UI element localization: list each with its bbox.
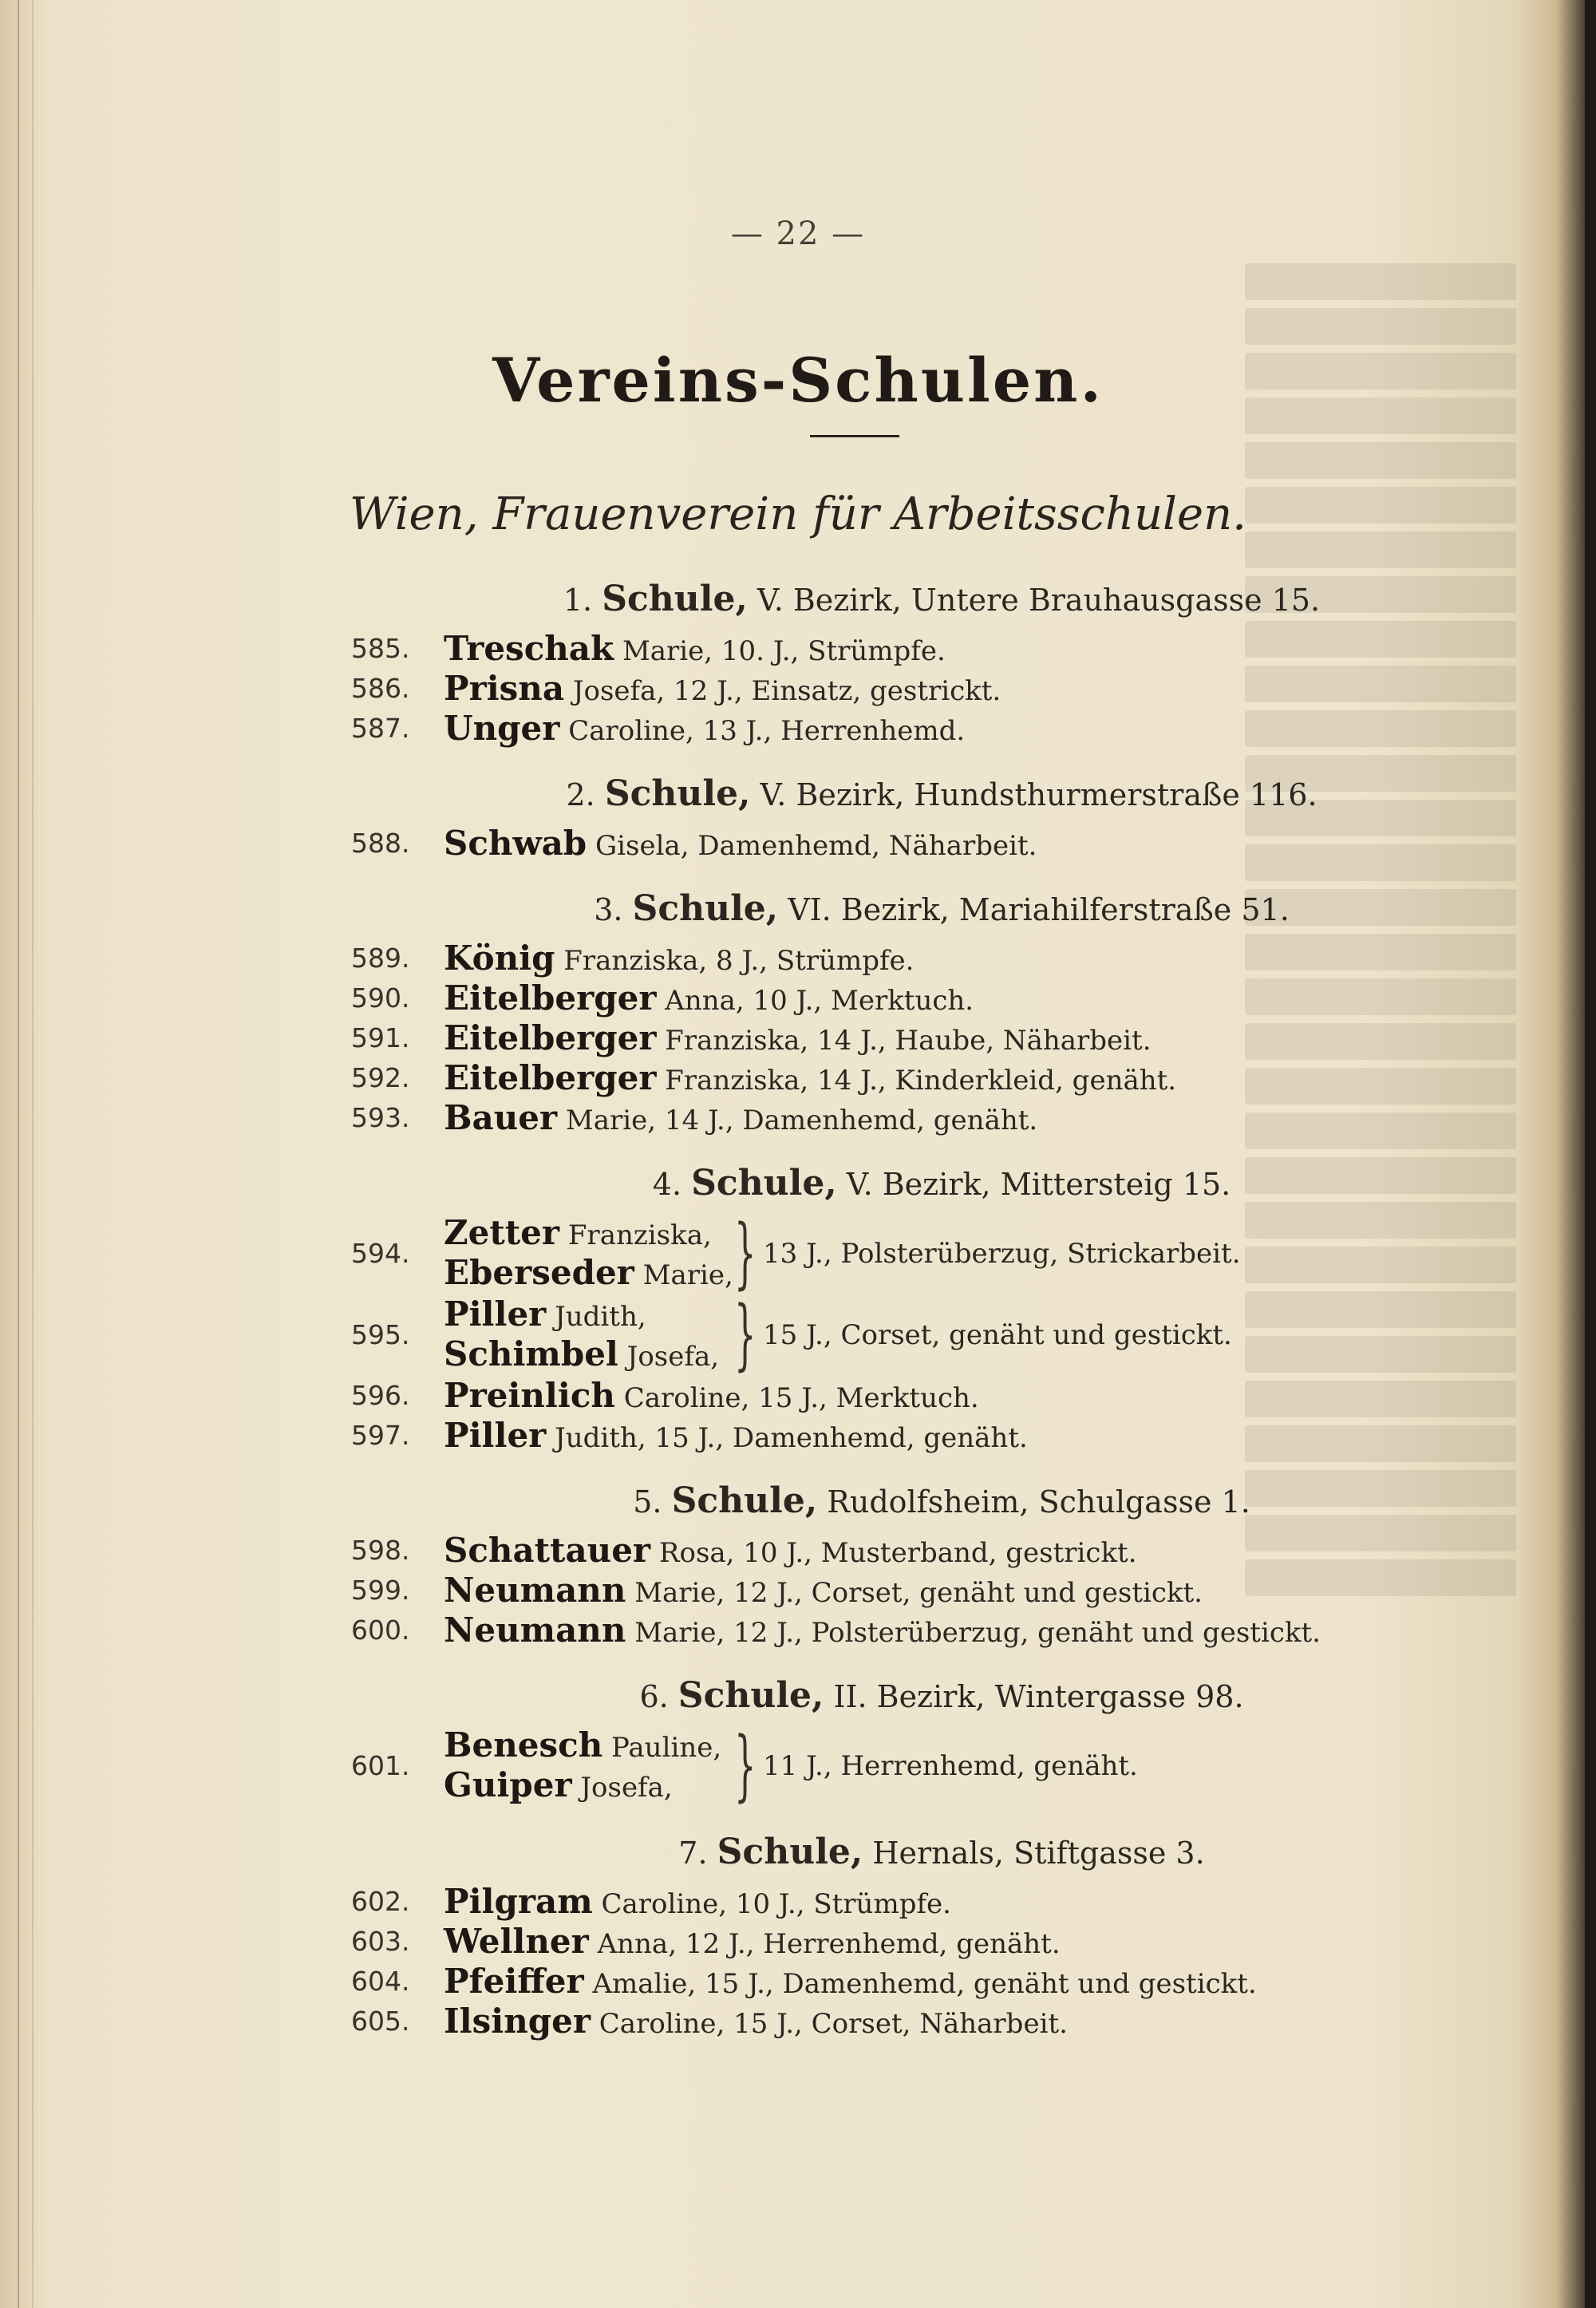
entry-details: Anna, 12 J., Herrenhemd, genäht.	[597, 1928, 1061, 1960]
school-address: Untere Brauhausgasse 15.	[911, 583, 1321, 618]
entry-name-line	[444, 1253, 731, 1293]
paired-entry	[351, 1208, 1436, 1298]
entry-surname: Zetter	[444, 1213, 560, 1252]
school-heading	[351, 771, 1436, 817]
entry-name-line	[444, 1334, 731, 1374]
entry-surname: Neumann	[444, 1610, 626, 1650]
entry-number: 589.	[351, 943, 410, 974]
entry-surname: Schattauer	[444, 1531, 651, 1570]
entry-surname: Wellner	[444, 1922, 589, 1961]
school-address: Hundsthurmerstraße 116.	[914, 777, 1317, 812]
entry-text	[444, 1571, 1203, 1613]
school-heading	[351, 1160, 1436, 1207]
entry-number: 586.	[351, 673, 410, 704]
entry-text	[444, 629, 946, 671]
entry-surname: Guiper	[444, 1765, 572, 1804]
entry-list	[351, 576, 1436, 2041]
entry-surname: Ilsinger	[444, 2002, 591, 2041]
entry-number: 593.	[351, 1102, 410, 1133]
entry-number: 596.	[351, 1380, 410, 1411]
list-item	[351, 1571, 1436, 1610]
list-item	[351, 1962, 1436, 2002]
entry-number: 605.	[351, 2006, 410, 2037]
entry-number: 587.	[351, 713, 410, 744]
school-district: V. Bezirk,	[757, 583, 902, 618]
school-number: 6.	[639, 1679, 669, 1714]
school-address: Mariahilferstraße 51.	[958, 892, 1290, 927]
page-title: Vereins-Schulen.	[492, 345, 1104, 416]
entry-number: 603.	[351, 1926, 410, 1957]
entry-text	[444, 1882, 951, 1924]
list-item	[351, 1018, 1436, 1058]
entry-details: Franziska, 8 J., Strümpfe.	[563, 945, 915, 977]
school-label: Schule,	[671, 1480, 818, 1521]
entry-name-line	[444, 1725, 731, 1765]
school-label: Schule,	[678, 1675, 824, 1716]
paired-entry	[351, 1721, 1436, 1810]
entry-name-line	[444, 1765, 731, 1805]
school-heading	[351, 1829, 1436, 1875]
entry-text	[444, 1058, 1176, 1101]
entry-first-name: Marie,	[642, 1259, 733, 1291]
entry-details: Caroline, 15 J., Corset, Näharbeit.	[598, 2008, 1068, 2040]
entry-number: 598.	[351, 1535, 410, 1566]
entry-details: Franziska, 14 J., Kinderkleid, genäht.	[665, 1065, 1177, 1097]
list-item	[351, 1531, 1436, 1571]
school-district: II. Bezirk,	[833, 1679, 986, 1714]
page-number: — 22 —	[730, 215, 866, 252]
entry-surname: Bauer	[444, 1098, 558, 1137]
entry-text	[444, 824, 1037, 866]
list-item	[351, 709, 1436, 749]
entry-text	[444, 939, 914, 981]
entry-first-name: Pauline,	[611, 1732, 722, 1764]
entry-surname: Preinlich	[444, 1376, 615, 1415]
entry-text	[444, 709, 965, 751]
school-district: Hernals,	[872, 1836, 1004, 1871]
entry-number: 604.	[351, 1966, 410, 1997]
entry-details: Franziska, 14 J., Haube, Näharbeit.	[665, 1025, 1152, 1057]
entry-details: Caroline, 10 J., Strümpfe.	[601, 1888, 951, 1920]
entry-surname: Benesch	[444, 1725, 603, 1765]
entry-text	[444, 1416, 1028, 1458]
entry-number: 590.	[351, 982, 410, 1014]
entry-number: 591.	[351, 1022, 410, 1053]
paired-entry	[351, 1290, 1436, 1379]
entry-details: Rosa, 10 J., Musterband, gestrickt.	[658, 1537, 1137, 1569]
entry-details: Marie, 14 J., Damenhemd, genäht.	[565, 1105, 1038, 1136]
school-district: VI. Bezirk,	[788, 892, 950, 927]
entry-details: Anna, 10 J., Merktuch.	[665, 985, 974, 1017]
list-item	[351, 1376, 1436, 1416]
list-item	[351, 978, 1436, 1018]
school-label: Schule,	[632, 888, 779, 929]
list-item	[351, 1058, 1436, 1098]
entry-text	[444, 1018, 1152, 1061]
school-number: 5.	[633, 1484, 662, 1520]
entry-first-name: Josefa,	[580, 1772, 673, 1804]
entry-text	[444, 1922, 1061, 1964]
school-number: 7.	[678, 1836, 708, 1871]
entry-first-name: Judith,	[555, 1301, 646, 1333]
list-item	[351, 824, 1436, 864]
entry-surname: Eitelberger	[444, 1058, 657, 1097]
school-address: Wintergasse 98.	[994, 1679, 1244, 1714]
entry-details: 13 J., Polsterüberzug, Strickarbeit.	[763, 1238, 1241, 1270]
school-heading	[351, 1673, 1436, 1719]
title-rule	[810, 435, 899, 437]
entry-number: 597.	[351, 1420, 410, 1451]
entry-surname: Treschak	[444, 629, 614, 668]
entry-text	[444, 1531, 1137, 1573]
list-item	[351, 669, 1436, 709]
entry-text	[444, 669, 1001, 711]
entry-number: 588.	[351, 828, 410, 859]
school-district: V. Bezirk,	[760, 777, 905, 812]
list-item	[351, 1882, 1436, 1922]
school-district: Rudolfsheim,	[827, 1484, 1029, 1520]
entry-text	[444, 1610, 1321, 1653]
entry-surname: Unger	[444, 709, 560, 748]
entry-surname: Eitelberger	[444, 1018, 657, 1057]
entry-details: Caroline, 13 J., Herrenhemd.	[568, 715, 966, 747]
entry-text	[444, 1098, 1037, 1140]
entry-text	[444, 1376, 979, 1418]
brace-icon: }	[734, 1721, 757, 1810]
school-number: 4.	[652, 1167, 682, 1202]
list-item	[351, 1922, 1436, 1962]
school-heading	[351, 886, 1436, 932]
entry-surname: Pfeiffer	[444, 1962, 584, 2001]
entry-text	[444, 2002, 1068, 2044]
entry-text	[444, 1962, 1257, 2004]
entry-number: 592.	[351, 1062, 410, 1093]
entry-surname: Eberseder	[444, 1253, 634, 1292]
list-item	[351, 1416, 1436, 1456]
entry-number: 600.	[351, 1614, 410, 1646]
entry-details: Gisela, Damenhemd, Näharbeit.	[595, 830, 1037, 862]
school-district: V. Bezirk,	[846, 1167, 991, 1202]
entry-surname: Prisna	[444, 669, 565, 708]
entry-details: 15 J., Corset, genäht und gestickt.	[763, 1319, 1232, 1351]
entry-details: Marie, 10. J., Strümpfe.	[622, 635, 946, 667]
entry-names	[444, 1213, 731, 1293]
entry-details: Caroline, 15 J., Merktuch.	[623, 1382, 979, 1414]
entry-names	[444, 1294, 731, 1374]
list-item	[351, 629, 1436, 669]
school-heading	[351, 1478, 1436, 1524]
school-label: Schule,	[604, 773, 751, 814]
entry-number: 595.	[351, 1319, 410, 1350]
entry-number: 594.	[351, 1238, 410, 1269]
entry-names	[444, 1725, 731, 1805]
page-subtitle: Wien, Frauenverein für Arbeitsschulen.	[350, 488, 1246, 540]
brace-icon: }	[734, 1208, 757, 1298]
brace-icon: }	[734, 1290, 757, 1379]
list-item	[351, 1098, 1436, 1138]
entry-number: 601.	[351, 1750, 410, 1781]
entry-name-line	[444, 1294, 731, 1334]
entry-details: Marie, 12 J., Corset, genäht und gestickt.	[634, 1577, 1203, 1609]
entry-surname: Piller	[444, 1294, 547, 1334]
school-heading	[351, 576, 1436, 622]
entry-surname: Piller	[444, 1416, 547, 1455]
entry-surname: König	[444, 939, 555, 978]
school-address: Stiftgasse 3.	[1013, 1836, 1205, 1871]
school-label: Schule,	[691, 1163, 837, 1203]
school-address: Schulgasse 1.	[1038, 1484, 1250, 1520]
entry-details: 11 J., Herrenhemd, genäht.	[763, 1750, 1138, 1782]
entry-details: Josefa, 12 J., Einsatz, gestrickt.	[572, 675, 1001, 707]
entry-surname: Schimbel	[444, 1334, 618, 1373]
entry-details: Amalie, 15 J., Damenhemd, genäht und gestickt.	[592, 1968, 1257, 2000]
entry-first-name: Franziska,	[567, 1219, 712, 1251]
list-item	[351, 1610, 1436, 1650]
entry-number: 585.	[351, 633, 410, 664]
entry-surname: Eitelberger	[444, 978, 657, 1018]
school-number: 1.	[563, 583, 593, 618]
entry-surname: Pilgram	[444, 1882, 593, 1921]
entry-details: Marie, 12 J., Polsterüberzug, genäht und gestickt.	[634, 1617, 1321, 1649]
entry-number: 599.	[351, 1575, 410, 1606]
entry-text	[444, 978, 974, 1021]
entry-surname: Neumann	[444, 1571, 626, 1610]
entry-number: 602.	[351, 1886, 410, 1917]
list-item	[351, 939, 1436, 978]
school-address: Mittersteig 15.	[1000, 1167, 1231, 1202]
school-label: Schule,	[602, 579, 748, 619]
list-item	[351, 2002, 1436, 2041]
school-label: Schule,	[717, 1832, 863, 1872]
entry-surname: Schwab	[444, 824, 587, 863]
school-number: 3.	[594, 892, 623, 927]
school-number: 2.	[566, 777, 595, 812]
entry-name-line	[444, 1213, 731, 1253]
entry-details: Judith, 15 J., Damenhemd, genäht.	[555, 1422, 1028, 1454]
entry-first-name: Josefa,	[626, 1341, 720, 1373]
